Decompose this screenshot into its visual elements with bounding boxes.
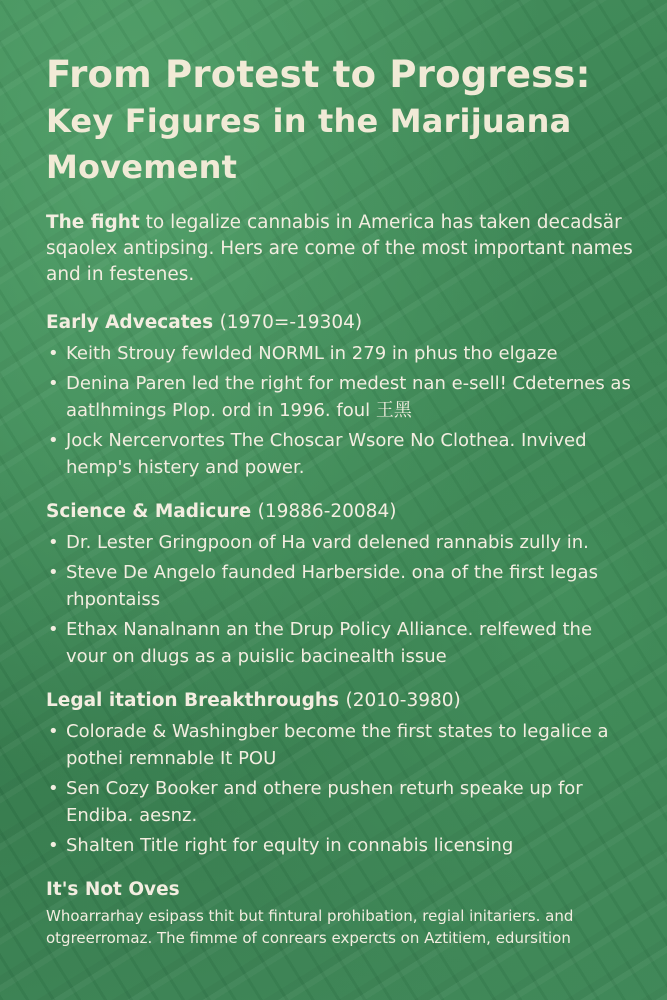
bullet-icon: • bbox=[48, 778, 59, 799]
section-heading bbox=[46, 499, 636, 525]
section-list bbox=[46, 340, 636, 481]
section-legalization-breakthroughs bbox=[46, 688, 636, 859]
list-item bbox=[46, 775, 636, 829]
bullet-icon: • bbox=[48, 835, 59, 856]
title-line-2: Key Figures in the Marijuana Movement bbox=[46, 102, 572, 186]
list-item bbox=[46, 370, 636, 424]
bullet-icon: • bbox=[48, 532, 59, 553]
section-list bbox=[46, 718, 636, 859]
section-heading bbox=[46, 310, 636, 336]
list-item-text: Colorade & Washingber become the first states to legalice a pothei remnable It POU bbox=[66, 721, 609, 769]
poster-content bbox=[46, 52, 636, 949]
section-heading-years: (1970=-19304) bbox=[219, 312, 363, 333]
list-item-text: Dr. Lester Gringpoon of Ha vard delened rannabis zully in. bbox=[66, 532, 589, 553]
section-heading-label: Early Advecates bbox=[46, 312, 214, 333]
list-item-text: Denina Paren led the right for medest nan e-sell! Cdeternes as aatlhmings Plop. ord in 1996. foul 王黑 bbox=[66, 373, 631, 421]
list-item-text: Sen Cozy Booker and othere pushen returh speake up for Endiba. aesnz. bbox=[66, 778, 583, 826]
list-item bbox=[46, 340, 636, 367]
bullet-icon: • bbox=[48, 430, 59, 451]
closing-text: Whoarrarhay esipass thit but fintural prohibation, regial initariers. and otgreerromaz. The fimme of conrears expercts on Aztitiem, edursition bbox=[46, 907, 574, 947]
intro-text: to legalize cannabis in America has taken decadsär sqaolex antipsing. Hers are come of the most important names and in festenes. bbox=[46, 212, 633, 285]
list-item bbox=[46, 559, 636, 613]
bullet-icon: • bbox=[48, 343, 59, 364]
section-heading-label: Science & Madicure bbox=[46, 501, 252, 522]
section-early-advocates bbox=[46, 310, 636, 481]
page-title bbox=[46, 52, 636, 190]
section-list bbox=[46, 529, 636, 670]
section-heading-label: Legal itation Breakthroughs bbox=[46, 690, 340, 711]
list-item-text: Keith Strouy fewlded NORML in 279 in phus tho elgaze bbox=[66, 343, 558, 364]
list-item bbox=[46, 529, 636, 556]
list-item-text: Shalten Title right for equlty in connabis licensing bbox=[66, 835, 514, 856]
section-heading bbox=[46, 688, 636, 714]
section-heading-years: (19886-20084) bbox=[257, 501, 397, 522]
list-item bbox=[46, 427, 636, 481]
list-item bbox=[46, 832, 636, 859]
list-item bbox=[46, 718, 636, 772]
intro-lead: The fight bbox=[46, 212, 140, 233]
list-item bbox=[46, 616, 636, 670]
bullet-icon: • bbox=[48, 721, 59, 742]
bullet-icon: • bbox=[48, 562, 59, 583]
bullet-icon: • bbox=[48, 373, 59, 394]
section-science-medicine bbox=[46, 499, 636, 670]
list-item-text: Ethax Nanalnann an the Drup Policy Alliance. relfewed the vour on dlugs as a puislic bacinealth issue bbox=[66, 619, 593, 667]
bullet-icon: • bbox=[48, 619, 59, 640]
title-line-1: From Protest to Progress: bbox=[46, 53, 591, 96]
closing-heading: It's Not Oves bbox=[46, 879, 180, 900]
list-item-text: Steve De Angelo faunded Harberside. ona of the first legas rhpontaiss bbox=[66, 562, 598, 610]
list-item-text: Jock Nercervortes The Choscar Wsore No Clothea. Invived hemp's histery and power. bbox=[66, 430, 587, 478]
intro-paragraph bbox=[46, 210, 636, 288]
section-heading-years: (2010-3980) bbox=[345, 690, 461, 711]
